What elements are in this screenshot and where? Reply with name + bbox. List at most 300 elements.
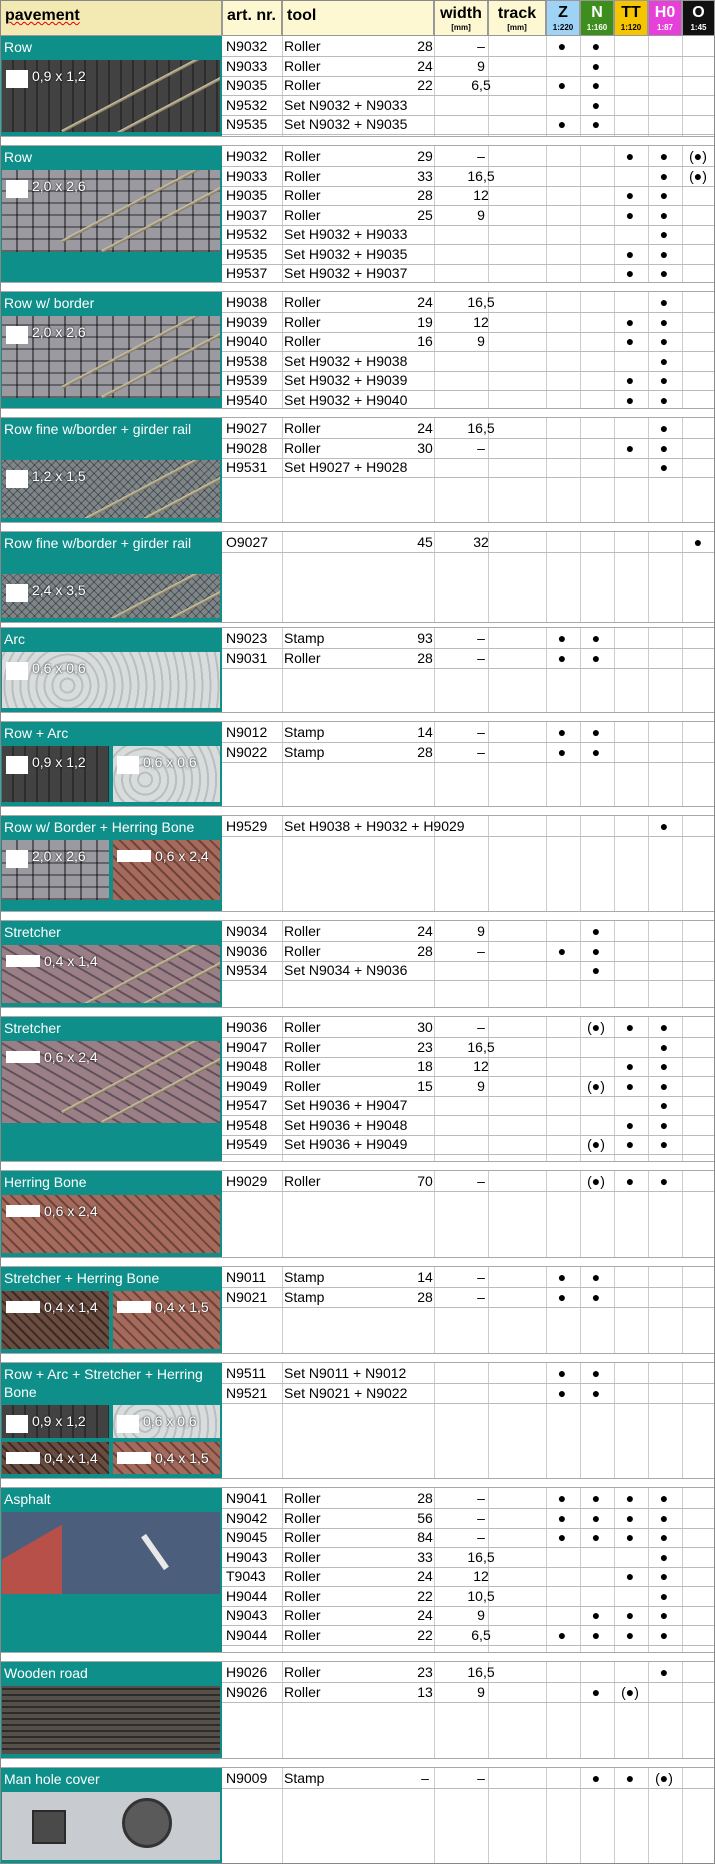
stone-dimensions: 0,4 x 1,4: [44, 953, 98, 969]
availability-mark-z: ●: [557, 1490, 567, 1506]
availability-mark-h0: ●: [659, 1038, 669, 1055]
table-row: [222, 370, 715, 391]
art-number: N9534: [226, 962, 268, 978]
availability-mark-tt: (●): [621, 1683, 639, 1700]
pavement-label-cell: [0, 1363, 222, 1478]
tool-name: Roller: [284, 1529, 321, 1545]
table-row: [222, 312, 715, 333]
table-row: [222, 205, 715, 226]
tool-name: Roller: [284, 167, 321, 184]
pavement-photo-fine: [2, 460, 220, 518]
track-value: –: [477, 1770, 485, 1786]
tool-name: Stamp: [284, 743, 325, 760]
width-value: 23: [417, 1038, 433, 1055]
availability-mark-z: ●: [557, 743, 567, 760]
pavement-label-cell: [0, 921, 222, 1007]
availability-mark-tt: ●: [625, 1568, 635, 1584]
header-scale-o: [682, 0, 715, 36]
width-value: 28: [417, 38, 433, 54]
width-value: 28: [417, 743, 433, 760]
pavement-name: Row w/ Border + Herring Bone: [4, 819, 195, 835]
availability-mark-z: ●: [557, 1384, 567, 1401]
art-number: H9537: [226, 265, 268, 281]
pavement-group: [0, 921, 715, 1007]
art-number: H9033: [226, 167, 268, 184]
art-number: N9035: [226, 77, 268, 93]
art-number: N9031: [226, 649, 268, 666]
art-number: H9547: [226, 1097, 268, 1113]
pavement-photo-stretch: [2, 945, 220, 1003]
availability-mark-z: ●: [557, 1269, 567, 1285]
track-value: 9: [477, 923, 485, 939]
pavement-photo-herring: [2, 1195, 220, 1253]
tool-name: Stamp: [284, 1770, 325, 1786]
availability-mark-tt: ●: [625, 148, 635, 164]
availability-mark-tt: ●: [625, 1626, 635, 1643]
width-value: 28: [417, 1288, 433, 1305]
group-separator: [0, 522, 715, 532]
group-separator: [0, 806, 715, 816]
tool-name: Roller: [284, 187, 321, 203]
group-separator: [0, 1478, 715, 1488]
art-number: H9548: [226, 1116, 268, 1133]
availability-mark-tt: ●: [625, 1607, 635, 1623]
tool-name: Roller: [284, 206, 321, 223]
white-marking: [141, 1534, 169, 1570]
availability-mark-h0: ●: [659, 245, 669, 262]
availability-mark-tt: ●: [625, 1770, 635, 1786]
pavement-photo-asphalt: [2, 1512, 220, 1594]
stone-dimensions: 0,9 x 1,2: [32, 68, 86, 84]
stone-dimensions: 1,2 x 1,5: [32, 468, 86, 484]
availability-mark-z: ●: [557, 942, 567, 959]
tool-name: Roller: [284, 57, 321, 74]
width-value: 24: [417, 1607, 433, 1623]
table-row: [222, 244, 715, 265]
pavement-group: [0, 418, 715, 522]
tool-name: Roller: [284, 1587, 321, 1604]
track-value: 12: [473, 187, 489, 203]
rail-line: [101, 574, 220, 618]
width-value: 14: [417, 1269, 433, 1285]
track-value: 16,5: [467, 167, 495, 184]
availability-mark-h0: ●: [659, 167, 669, 184]
availability-mark-h0: ●: [659, 206, 669, 223]
width-value: 28: [417, 187, 433, 203]
art-number: H9040: [226, 333, 268, 349]
track-value: –: [477, 1509, 485, 1526]
art-number: H9035: [226, 187, 268, 203]
availability-mark-tt: ●: [625, 313, 635, 330]
header-width: [434, 0, 488, 36]
tool-name: Roller: [284, 942, 321, 959]
table-row: [222, 628, 715, 649]
pavement-label-cell: [0, 1171, 222, 1257]
availability-mark-n: ●: [591, 57, 601, 74]
availability-mark-h0: ●: [659, 1136, 669, 1152]
availability-mark-h0: ●: [659, 1019, 669, 1035]
art-number: H9538: [226, 352, 268, 369]
table-row: [222, 75, 715, 96]
header-track-unit: [mm]: [507, 23, 527, 32]
availability-mark-tt: ●: [625, 372, 635, 388]
availability-mark-tt: ●: [625, 1136, 635, 1152]
width-value: 56: [417, 1509, 433, 1526]
pavement-group: [0, 1171, 715, 1257]
pavement-label-cell: [0, 36, 222, 136]
pavement-group: [0, 722, 715, 806]
art-number: N9023: [226, 630, 268, 646]
table-row: [222, 331, 715, 352]
header-tool-label: tool: [287, 7, 317, 24]
scale-swatch: [117, 1301, 151, 1313]
availability-mark-n: ●: [591, 77, 601, 93]
pavement-label-cell: [0, 1017, 222, 1161]
availability-mark-n: ●: [591, 1365, 601, 1381]
scale-swatch: [6, 584, 28, 602]
availability-mark-o: (●): [689, 148, 707, 164]
art-number: H9549: [226, 1136, 268, 1152]
scale-symbol: H0: [654, 4, 676, 21]
scale-swatch: [117, 756, 139, 774]
pavement-label-cell: [0, 1267, 222, 1353]
pavement-label-cell: [0, 418, 222, 522]
availability-mark-h0: ●: [659, 439, 669, 456]
art-number: H9529: [226, 818, 268, 834]
table-row: [222, 95, 715, 116]
availability-mark-h0: ●: [659, 818, 669, 834]
availability-mark-h0: ●: [659, 294, 669, 310]
art-number: H9027: [226, 420, 268, 436]
availability-mark-tt: ●: [625, 333, 635, 349]
tool-name: Set H9036 + H9048: [284, 1116, 408, 1133]
track-value: 16,5: [467, 1548, 495, 1565]
availability-mark-tt: ●: [625, 1509, 635, 1526]
table-row: [222, 1566, 715, 1587]
availability-mark-n: ●: [591, 923, 601, 939]
header-pavement-label: pavement: [5, 7, 80, 24]
table-row: [222, 1134, 715, 1155]
pavement-photo-arc: [2, 652, 220, 708]
art-number: H9535: [226, 245, 268, 262]
availability-mark-n: ●: [591, 96, 601, 113]
red-marking: [2, 1525, 62, 1594]
table-row: [222, 263, 715, 284]
availability-mark-tt: ●: [625, 1058, 635, 1074]
art-number: N9022: [226, 743, 268, 760]
availability-mark-z: ●: [557, 1626, 567, 1643]
track-value: 6,5: [471, 77, 491, 93]
pavement-group: [0, 1488, 715, 1652]
pavement-name: Row fine w/border + girder rail: [4, 421, 192, 437]
tool-name: Roller: [284, 294, 321, 310]
tool-name: Roller: [284, 1038, 321, 1055]
art-number: H9037: [226, 206, 268, 223]
pavement-name: Row fine w/border + girder rail: [4, 535, 192, 551]
art-number: H9047: [226, 1038, 268, 1055]
pavement-group: [0, 36, 715, 136]
availability-mark-n: ●: [591, 1529, 601, 1545]
tool-name: Set N9032 + N9035: [284, 116, 408, 132]
table-row: [222, 1095, 715, 1116]
tool-name: Set H9036 + H9047: [284, 1097, 408, 1113]
scale-ratio: 1:220: [552, 23, 574, 32]
stone-dimensions: 0,9 x 1,2: [32, 1413, 86, 1429]
stone-dimensions: 0,6 x 0,6: [32, 660, 86, 676]
availability-mark-h0: ●: [659, 1077, 669, 1094]
track-value: 6,5: [471, 1626, 491, 1643]
availability-mark-z: ●: [557, 1365, 567, 1381]
width-value: 28: [417, 942, 433, 959]
availability-mark-h0: ●: [659, 1626, 669, 1643]
pavement-name: Asphalt: [4, 1491, 51, 1507]
width-value: 28: [417, 1490, 433, 1506]
availability-mark-n: (●): [587, 1136, 605, 1152]
availability-mark-n: (●): [587, 1019, 605, 1035]
track-value: 9: [477, 57, 485, 74]
width-value: 24: [417, 420, 433, 436]
table-row: [222, 921, 715, 942]
width-value: 29: [417, 148, 433, 164]
tool-name: Set H9032 + H9038: [284, 352, 408, 369]
track-value: –: [477, 649, 485, 666]
track-value: 9: [477, 206, 485, 223]
stone-dimensions: 0,6 x 2,4: [44, 1203, 98, 1219]
art-number: T9043: [226, 1568, 266, 1584]
pavement-photo-dark: [2, 1291, 109, 1349]
tool-name: Roller: [284, 439, 321, 456]
tool-name: Set H9032 + H9037: [284, 265, 408, 281]
availability-mark-z: ●: [557, 38, 567, 54]
pavement-group: [0, 146, 715, 282]
art-number: H9043: [226, 1548, 268, 1565]
stone-dimensions: 0,4 x 1,5: [155, 1299, 209, 1315]
availability-mark-tt: ●: [625, 1077, 635, 1094]
availability-mark-n: ●: [591, 1607, 601, 1623]
table-row: [222, 457, 715, 478]
scale-swatch: [6, 470, 28, 488]
art-number: N9011: [226, 1269, 267, 1285]
art-number: N9026: [226, 1683, 268, 1700]
table-row: [222, 1768, 715, 1789]
scale-swatch: [6, 662, 28, 680]
tool-name: Roller: [284, 923, 321, 939]
scale-ratio: 1:160: [586, 23, 608, 32]
tool-name: Roller: [284, 1683, 321, 1700]
scale-swatch: [6, 1301, 40, 1313]
availability-mark-n: ●: [591, 962, 601, 978]
table-row: [222, 532, 715, 553]
pavement-label-cell: [0, 532, 222, 622]
availability-mark-n: ●: [591, 630, 601, 646]
availability-mark-h0: ●: [659, 352, 669, 369]
tool-name: Stamp: [284, 724, 325, 740]
pavement-photo-herring: [113, 1291, 220, 1349]
scale-ratio: 1:45: [690, 23, 707, 32]
art-number: N9009: [226, 1770, 268, 1786]
table-row: [222, 1508, 715, 1529]
availability-mark-z: ●: [557, 724, 567, 740]
tool-name: Stamp: [284, 630, 325, 646]
availability-mark-n: ●: [591, 1770, 601, 1786]
tool-name: Roller: [284, 1019, 321, 1035]
availability-mark-tt: ●: [625, 187, 635, 203]
pavement-name: Row + Arc + Stretcher + Herring Bone: [4, 1366, 203, 1400]
tool-name: Roller: [284, 1173, 321, 1189]
tool-name: Set N9021 + N9022: [284, 1384, 408, 1401]
round-cover-icon: [122, 1798, 172, 1848]
pavement-photo-herring: [113, 840, 220, 900]
track-value: –: [477, 1490, 485, 1506]
width-value: 22: [417, 77, 433, 93]
stone-dimensions: 0,6 x 2,4: [44, 1049, 98, 1065]
track-value: 16,5: [467, 420, 495, 436]
header-track-label: track: [497, 5, 537, 22]
art-number: N9034: [226, 923, 268, 939]
art-number: H9029: [226, 1173, 268, 1189]
availability-mark-z: ●: [557, 77, 567, 93]
tool-name: Set H9032 + H9035: [284, 245, 408, 262]
tool-name: Roller: [284, 1568, 321, 1584]
availability-mark-h0: ●: [659, 372, 669, 388]
scale-swatch: [117, 1452, 151, 1464]
track-value: 12: [473, 1058, 489, 1074]
header-scale-tt: [614, 0, 648, 36]
tool-name: Roller: [284, 1664, 321, 1680]
art-number: H9028: [226, 439, 268, 456]
scale-swatch: [6, 756, 28, 774]
scale-swatch: [6, 850, 28, 868]
rail-line: [101, 945, 220, 1003]
stone-dimensions: 0,4 x 1,5: [155, 1449, 209, 1466]
width-value: 24: [417, 1568, 433, 1584]
availability-mark-n: ●: [591, 743, 601, 760]
track-value: 9: [477, 1607, 485, 1623]
tool-name: Stamp: [284, 1288, 325, 1305]
group-separator: [0, 1257, 715, 1267]
tool-name: Roller: [284, 1509, 321, 1526]
table-row: [222, 36, 715, 57]
availability-mark-z: ●: [557, 116, 567, 132]
availability-mark-h0: ●: [659, 391, 669, 408]
tool-name: Roller: [284, 649, 321, 666]
availability-mark-z: ●: [557, 1509, 567, 1526]
availability-mark-n: ●: [591, 1288, 601, 1305]
pavement-photo-dark: [2, 1442, 109, 1475]
width-value: 24: [417, 923, 433, 939]
header-scale-h0: [648, 0, 682, 36]
art-number: H9049: [226, 1077, 268, 1094]
tool-name: Roller: [284, 1626, 321, 1643]
tool-name: Set H9027 + H9028: [284, 459, 408, 475]
pavement-photo-cobble2: [2, 316, 220, 398]
availability-mark-n: ●: [591, 1384, 601, 1401]
art-number: H9038: [226, 294, 268, 310]
pavement-photo-wood: [2, 1686, 220, 1754]
width-value: 22: [417, 1626, 433, 1643]
art-number: N9521: [226, 1384, 268, 1401]
pavement-photo-arc: [113, 1405, 220, 1438]
tool-name: Roller: [284, 148, 321, 164]
table-row: [222, 351, 715, 372]
availability-mark-h0: ●: [659, 1587, 669, 1604]
table-row: [222, 1547, 715, 1568]
availability-mark-z: ●: [557, 1529, 567, 1545]
scale-symbol: TT: [621, 4, 641, 21]
scale-ratio: 1:120: [620, 23, 642, 32]
scale-ratio: 1:87: [656, 23, 673, 32]
availability-mark-n: ●: [591, 942, 601, 959]
header-art-nr-label: art. nr.: [227, 7, 276, 24]
width-value: 30: [417, 1019, 433, 1035]
availability-mark-n: ●: [591, 38, 601, 54]
pavement-label-cell: [0, 628, 222, 712]
width-value: 13: [417, 1683, 433, 1700]
availability-mark-n: ●: [591, 1490, 601, 1506]
width-value: 23: [417, 1664, 433, 1680]
tool-name: Roller: [284, 1490, 321, 1506]
table-row: [222, 438, 715, 459]
table-row: [222, 1037, 715, 1058]
tool-name: Roller: [284, 333, 321, 349]
stone-dimensions: 2,0 x 2,6: [32, 324, 86, 340]
pavement-photo-cobble: [2, 746, 109, 802]
table-row: [222, 292, 715, 313]
table-row: [222, 185, 715, 206]
table-row: [222, 1527, 715, 1548]
scale-swatch: [6, 1452, 40, 1464]
pavement-group: [0, 1662, 715, 1758]
pavement-label-cell: [0, 292, 222, 408]
scale-swatch: [6, 180, 28, 198]
scale-swatch: [6, 1051, 40, 1063]
stone-dimensions: 2,0 x 2,6: [32, 178, 86, 194]
scale-swatch: [117, 1415, 139, 1433]
availability-mark-h0: ●: [659, 420, 669, 436]
art-number: H9048: [226, 1058, 268, 1074]
tool-name: Set H9032 + H9033: [284, 226, 408, 242]
track-value: 16,5: [467, 294, 495, 310]
scale-symbol: O: [692, 4, 705, 21]
track-value: 10,5: [467, 1587, 495, 1604]
table-row: [222, 1488, 715, 1509]
scale-swatch: [6, 1415, 28, 1433]
availability-mark-z: ●: [557, 630, 567, 646]
rail-line: [101, 60, 220, 132]
header-tool: [282, 0, 434, 36]
availability-mark-h0: ●: [659, 1607, 669, 1623]
pavement-label-cell: [0, 722, 222, 806]
pavement-label-cell: [0, 816, 222, 911]
width-value: 28: [417, 649, 433, 666]
width-value: 84: [417, 1529, 433, 1545]
track-value: 12: [473, 313, 489, 330]
tool-name: Roller: [284, 420, 321, 436]
scale-swatch: [117, 850, 151, 862]
availability-mark-n: ●: [591, 1269, 601, 1285]
track-value: –: [477, 38, 485, 54]
availability-mark-h0: ●: [659, 1664, 669, 1680]
square-cover-icon: [32, 1810, 66, 1844]
scale-swatch: [6, 1205, 40, 1217]
art-number: H9026: [226, 1664, 268, 1680]
tool-name: Set H9036 + H9049: [284, 1136, 408, 1152]
track-value: –: [477, 1288, 485, 1305]
tool-name: Roller: [284, 1058, 321, 1074]
availability-mark-h0: ●: [659, 226, 669, 242]
width-value: 18: [417, 1058, 433, 1074]
art-number: H9539: [226, 372, 268, 388]
